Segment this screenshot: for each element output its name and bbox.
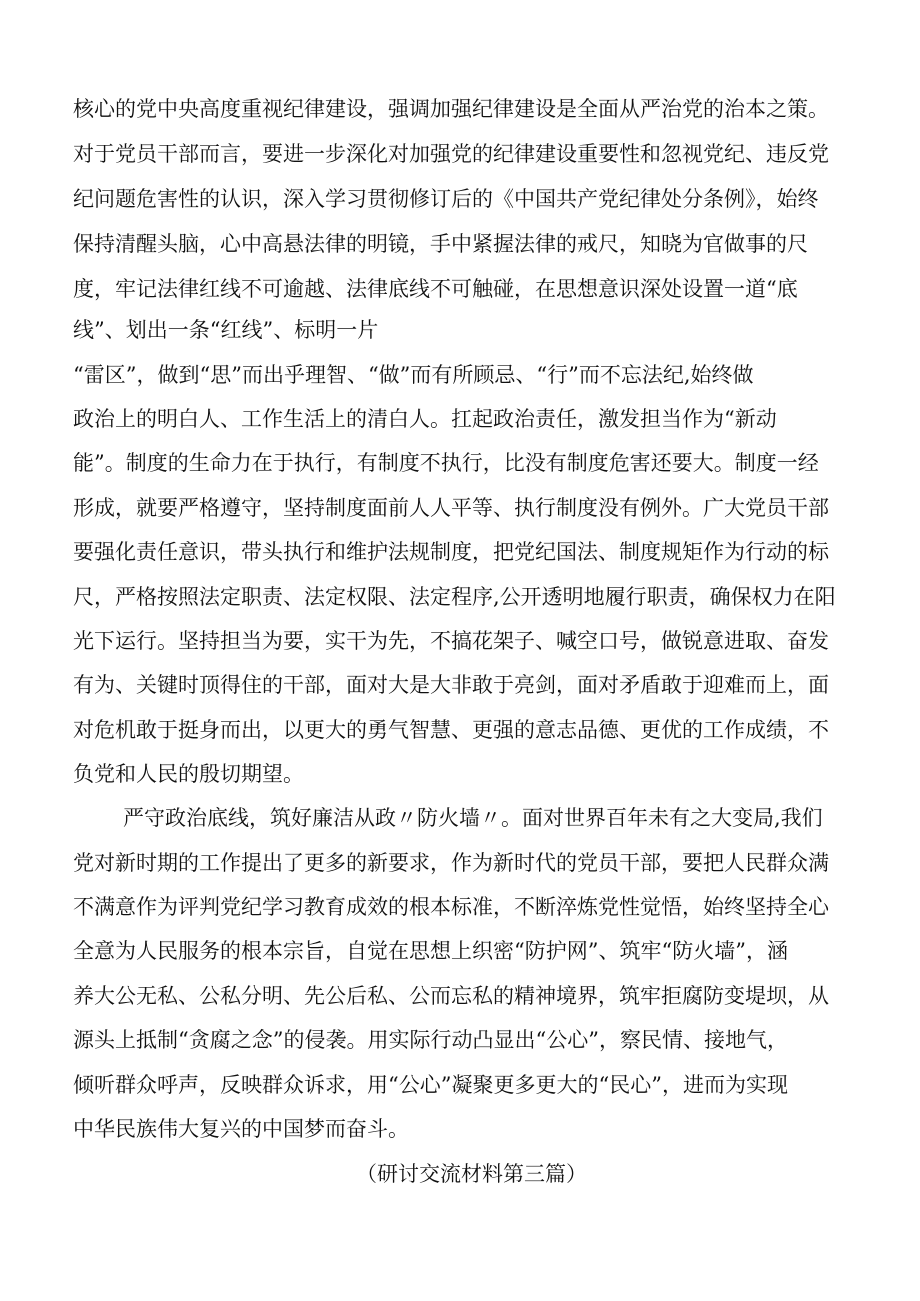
paragraph-1-line: 纪问题危害性的认识，深入学习贯彻修订后的《中国共产党纪律处分条例》，始终 [73, 187, 819, 211]
paragraph-1-line: 要强化责任意识，带头执行和维护法规制度，把党纪国法、制度规矩作为行动的标 [73, 540, 829, 564]
paragraph-1-line: 度，牢记法律红线不可逾越、法律底线不可触碰，在思想意识深处设置一道“底 [73, 277, 798, 301]
paragraph-2-line: 养大公无私、公私分明、先公后私、公而忘私的精神境界，筑牢拒腐防变堤坝，从 [73, 984, 829, 1008]
paragraph-1-line: 光下运行。坚持担当为要，实干为先，不搞花架子、喊空口号，做锐意进取、奋发 [73, 629, 829, 653]
paragraph-2-line: 全意为人民服务的根本宗旨，自觉在思想上织密“防护网”、筑牢“防火墙”，涵 [73, 939, 788, 963]
paragraph-2-line: 不满意作为评判党纪学习教育成效的根本标准，不断淬炼党性觉悟，始终坚持全心 [73, 895, 829, 919]
section-caption: （研讨交流材料第三篇） [356, 1162, 587, 1186]
paragraph-1-line: 尺，严格按照法定职责、法定权限、法定程序,公开透明地履行职责，确保权力在阳 [73, 585, 836, 609]
paragraph-1-line: 负党和人民的殷切期望。 [73, 762, 304, 786]
paragraph-2-line: 严守政治底线，筑好廉洁从政〃防火墙〃。面对世界百年未有之大变局,我们 [123, 806, 823, 830]
paragraph-1-line: 形成，就要严格遵守，坚持制度面前人人平等、执行制度没有例外。广大党员干部 [73, 496, 829, 520]
paragraph-2-line: 中华民族伟大复兴的中国梦而奋斗。 [73, 1117, 409, 1141]
paragraph-2-line: 党对新时期的工作提出了更多的新要求，作为新时代的党员干部，要把人民群众满 [73, 851, 829, 875]
paragraph-1-line: 对于党员干部而言，要进一步深化对加强党的纪律建设重要性和忽视党纪、违反党 [73, 142, 829, 166]
paragraph-1-line: 对危机敢于挺身而出，以更大的勇气智慧、更强的意志品德、更优的工作成绩，不 [73, 718, 829, 742]
paragraph-1-line: 政治上的明白人、工作生活上的清白人。扛起政治责任，激发担当作为“新动 [73, 407, 777, 431]
paragraph-2-line: 倾听群众呼声，反映群众诉求，用“公心”凝聚更多更大的“民心”，进而为实现 [73, 1073, 788, 1097]
paragraph-2-line: 源头上抵制“贪腐之念”的侵袭。用实际行动凸显出“公心”，察民情、接地气， [73, 1028, 788, 1052]
paragraph-1-line: 有为、关键时顶得住的干部，面对大是大非敢于亮剑，面对矛盾敢于迎难而上，面 [73, 673, 829, 697]
paragraph-1-line: 核心的党中央高度重视纪律建设，强调加强纪律建设是全面从严治党的治本之策。 [73, 97, 829, 121]
paragraph-1-line: “雷区”，做到“思”而出乎理智、“做”而有所顾忌、“行”而不忘法纪,始终做 [73, 363, 754, 387]
paragraph-1-line: 能”。制度的生命力在于执行，有制度不执行，比没有制度危害还要大。制度一经 [73, 451, 819, 475]
paragraph-1-line: 保持清醒头脑，心中高悬法律的明镜，手中紧握法律的戒尺，知晓为官做事的尺 [73, 232, 808, 256]
paragraph-1-line: 线”、划出一条“红线”、标明一片 [73, 318, 379, 342]
